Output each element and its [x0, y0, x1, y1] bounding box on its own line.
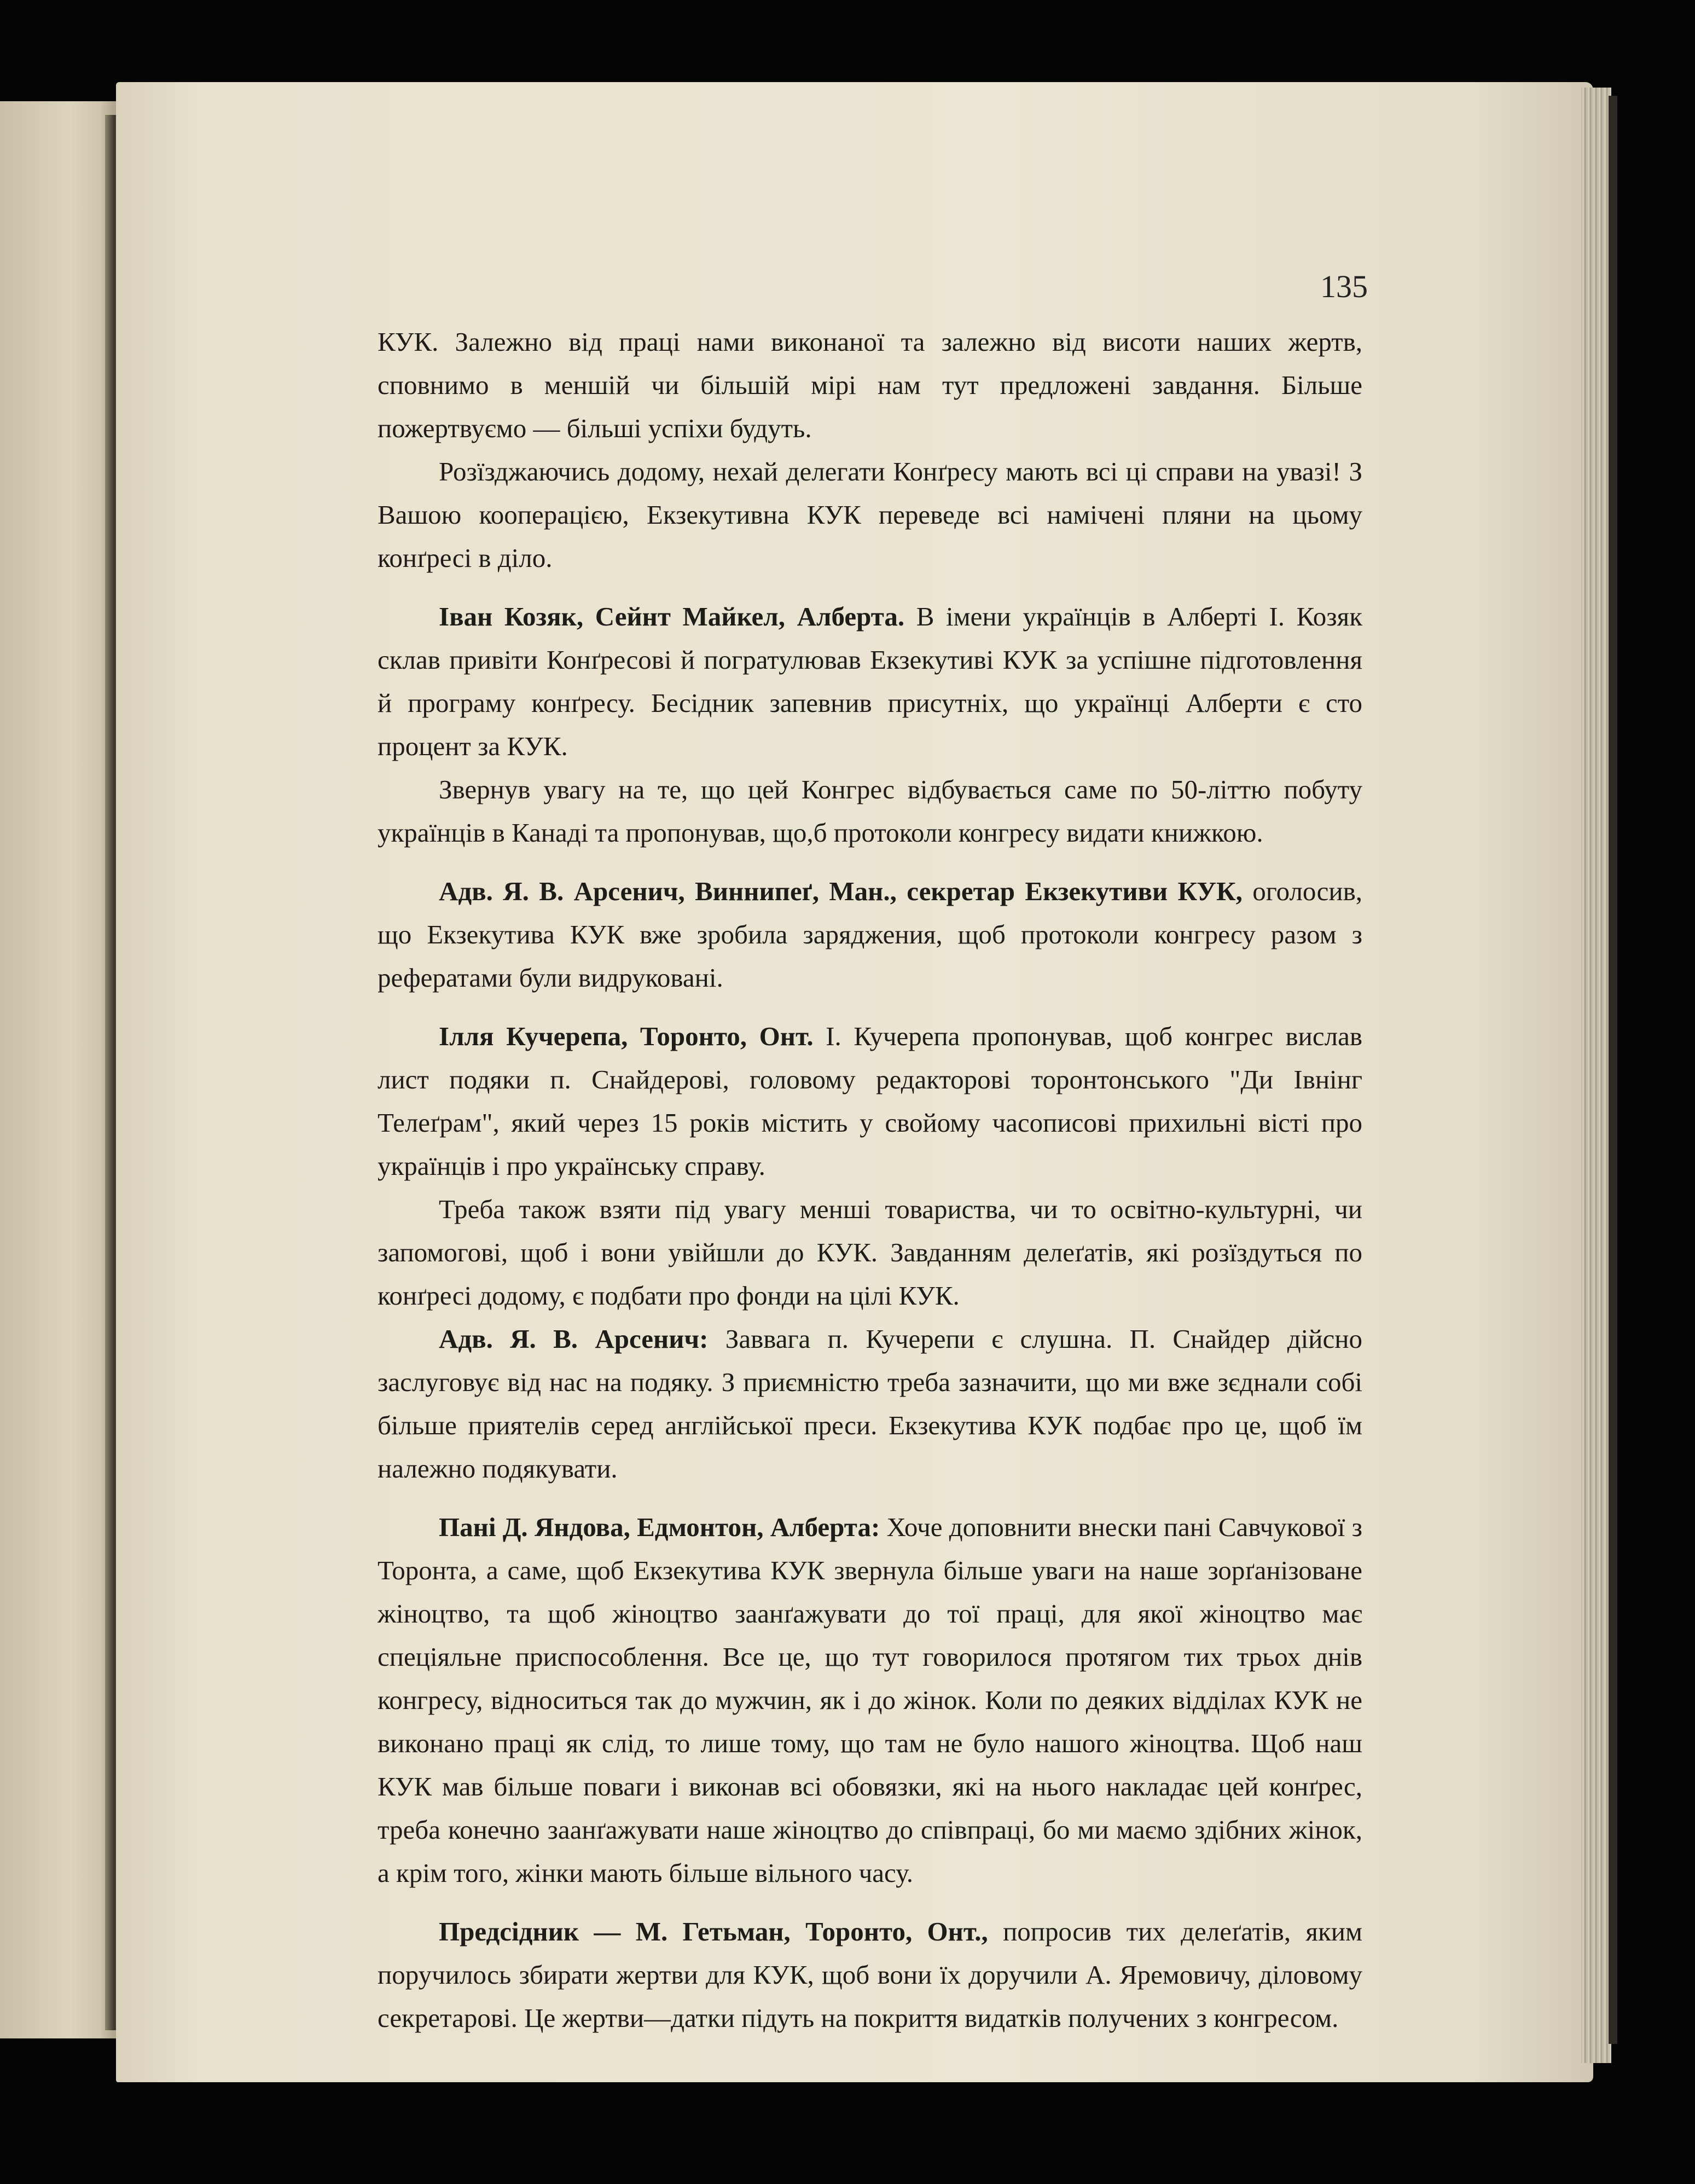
paragraph: [378, 1910, 1362, 2040]
paragraph-text: Хоче доповнити внески пані Савчукової з Торонта, а саме, щоб Екзекутива КУК звернула більше уваги на наше зорґанізоване жіноцтво, та щоб жіноцтво заанґажувати до тої праці, для якої жіноцтво має спеціяльне приспособлення. Все це, що тут говорилося протягом тих трьох днів конгресу, відноситься так до мужчин, як і до жінок. Коли по деяких відділах КУК не виконано праці як слід, то лише тому, що там не було нашого жіноцтва. Щоб наш КУК мав більше поваги і виконав всі обовязки, які на нього накладає цей конґрес, треба конечно заанґажувати наше жіноцтво до співпраці, бо ми маємо здібних жінок, а крім того, жінки мають більше вільного часу.: [378, 1512, 1362, 1888]
paragraph-text: оголосив, що Екзекутива КУК вже зробила заряджения, щоб протоколи конгресу разом з рефератами були видруковані.: [378, 876, 1362, 993]
speaker-name: Іван Козяк, Сейнт Майкел, Алберта.: [439, 601, 905, 632]
paragraph: [378, 870, 1362, 999]
paragraph: [378, 1015, 1362, 1187]
paragraph-text: І. Кучерепа пропонував, щоб конгрес вислав лист подяки п. Снайдерові, головому редакторові торонтонського "Ди Івнінг Телеґрам", який через 15 років містить у свойому часописові прихильні вісті про українців і про українську справу.: [378, 1021, 1362, 1181]
paragraph: [378, 1505, 1362, 1895]
speaker-name: Адв. Я. В. Арсенич:: [439, 1324, 709, 1354]
speaker-name: Пані Д. Яндова, Едмонтон, Алберта:: [439, 1512, 880, 1542]
paragraph-text: Розїзджаючись додому, нехай делегати Конґресу мають всі ці справи на увазі! З Вашою кооперацією, Екзекутивна КУК переведе всі намічені пляни на цьому конґресі в діло.: [378, 456, 1362, 573]
paragraph-text: Звернув увагу на те, що цей Конгрес відбувається саме по 50-літтю побуту українців в Канаді та пропонував, що,б протоколи конгресу видати книжкою.: [378, 774, 1362, 848]
paragraph-text: Заввага п. Кучерепи є слушна. П. Снайдер дійсно заслуговує від нас на подяку. З приємністю треба зазначити, що ми вже зєднали собі більше приятелів серед англійської преси. Екзекутива КУК подбає про це, щоб їм належно подякувати.: [378, 1324, 1362, 1484]
paragraph-text: попросив тих делеґатів, яким поручилось збирати жертви для КУК, щоб вони їх доручили А. Яремовичу, діловому секретарові. Це жертви—датки підуть на покриття видатків получених з конгресом.: [378, 1916, 1362, 2033]
page-number: 135: [1320, 269, 1368, 304]
speaker-name: Ілля Кучерепа, Торонто, Онт.: [439, 1021, 814, 1051]
paragraph: [378, 595, 1362, 768]
paragraph-text: Треба також взяти під увагу менші товариства, чи то освітно-культурні, чи запомогові, щоб і вони увійшли до КУК. Завданням делеґатів, які розїздуться по конґресі додому, є подбати про фонди на цілі КУК.: [378, 1194, 1362, 1311]
speaker-name: Адв. Я. В. Арсенич, Виннипеґ, Ман., секретар Екзекутиви КУК,: [439, 876, 1243, 906]
paragraph-text: КУК. Залежно від праці нами виконаної та залежно від висоти наших жертв, сповнимо в меншій чи більшій мірі нам тут предложені завдання. Більше пожертвуємо — більші успіхи будуть.: [378, 327, 1362, 443]
left-page: [0, 101, 118, 2038]
paragraph-text: В імени українців в Алберті І. Козяк склав привіти Конґресові й погратулював Екзекутиві КУК за успішне підготовлення й програму конґресу. Бесідник запевнив присутніх, що українці Алберти є сто процент за КУК.: [378, 601, 1362, 761]
page-text: [378, 320, 1362, 2040]
speaker-name: Предсідник — М. Гетьман, Торонто, Онт.,: [439, 1916, 988, 1947]
paragraph: [378, 450, 1362, 580]
page-edges: [1581, 88, 1611, 2063]
paragraph: [378, 320, 1362, 450]
paragraph: [378, 1187, 1362, 1317]
paragraph: [378, 768, 1362, 854]
cover-edge: [1609, 96, 1617, 2044]
paragraph: [378, 1317, 1362, 1490]
